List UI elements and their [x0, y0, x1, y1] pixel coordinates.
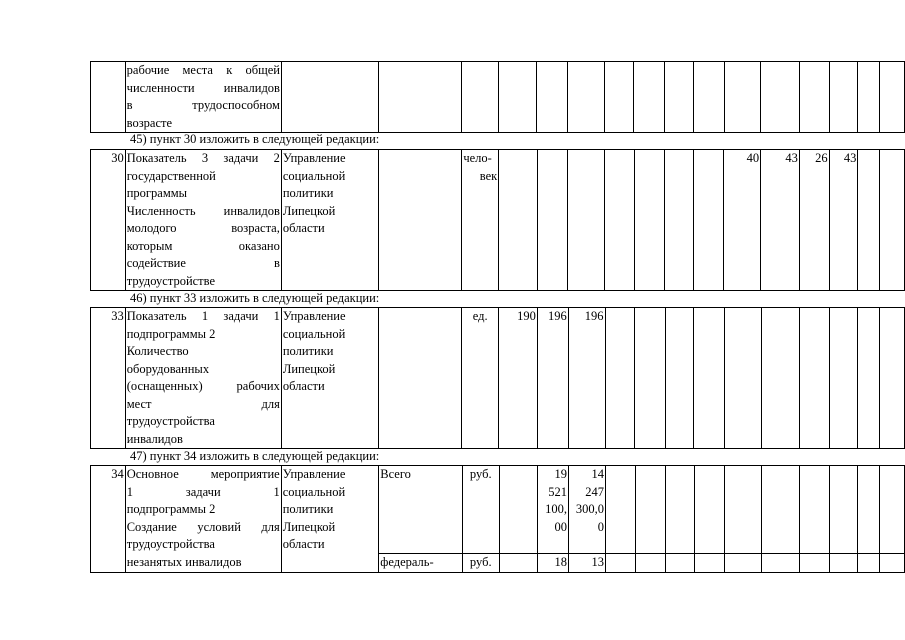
desc-line: государственной: [126, 168, 216, 183]
desc-line: незанятых инвалидов: [126, 554, 242, 569]
desc-line: возрасте: [126, 115, 173, 130]
desc-line: трудоустройстве: [126, 273, 216, 288]
cell-source: Всего: [379, 466, 463, 554]
value-cell: 190: [499, 308, 538, 449]
amendment-note: 45) пункт 30 изложить в следующей редакции:: [130, 132, 380, 146]
org-line: социальной: [282, 168, 346, 183]
value-cell: 18: [538, 554, 569, 573]
value-cell: 26: [799, 150, 829, 291]
desc-line: которым оказано: [126, 238, 280, 253]
desc-line: подпрограммы 2: [126, 326, 216, 341]
desc-line: содействие в: [126, 256, 280, 270]
cell-organization: [281, 150, 379, 291]
desc-line: трудоустройства: [126, 414, 215, 428]
table-row34: [90, 465, 905, 573]
value-line: 247: [585, 484, 604, 499]
value-line: 300,0: [575, 502, 604, 516]
value-cell: [538, 466, 569, 554]
desc-line: Основное мероприятие: [126, 467, 280, 481]
amendment-note: 46) пункт 33 изложить в следующей редакции:: [130, 291, 380, 305]
cell-organization: [281, 466, 379, 573]
table-row: [91, 466, 905, 554]
cell-indicator: [125, 466, 281, 573]
desc-line: мест для: [126, 396, 280, 411]
desc-line: подпрограммы 2: [126, 502, 216, 516]
cell-unit: руб.: [462, 466, 499, 554]
desc-line: 1 задачи 1: [126, 484, 280, 499]
desc-line: Количество: [126, 344, 189, 358]
value-cell: 196: [537, 308, 568, 449]
org-line: Липецкой: [282, 361, 336, 376]
desc-line: рабочие места к общей: [126, 63, 280, 77]
org-line: Управление: [282, 467, 346, 481]
desc-line: молодого возраста,: [126, 221, 280, 235]
org-line: Липецкой: [282, 519, 336, 534]
desc-line: Численность инвалидов: [126, 203, 280, 218]
value-line: 0: [597, 519, 604, 534]
desc-line: инвалидов: [126, 431, 183, 446]
value-line: 14: [591, 467, 604, 481]
table-continuation: [90, 61, 905, 133]
cell-indicator: [125, 308, 281, 449]
amendment-note: 47) пункт 34 изложить в следующей редакции:: [130, 449, 380, 463]
desc-line: трудоустройства: [126, 537, 215, 551]
value-line: 19: [554, 467, 568, 481]
desc-line: в трудоспособном: [126, 98, 280, 112]
row-number: 34: [91, 466, 126, 573]
org-line: Управление: [282, 309, 346, 323]
org-line: области: [282, 221, 325, 235]
unit-line: век: [479, 168, 498, 183]
cell-organization: [281, 308, 379, 449]
cell-indicator: [125, 62, 281, 133]
value-line: 100,: [545, 502, 568, 516]
value-cell: 43: [829, 150, 858, 291]
desc-line: программы: [126, 186, 188, 200]
desc-line: Создание условий для: [126, 519, 280, 534]
org-line: Управление: [282, 151, 346, 165]
org-line: социальной: [282, 326, 346, 341]
row-number: 30: [91, 150, 126, 291]
value-line: 00: [554, 519, 568, 534]
org-line: политики: [282, 502, 334, 516]
table-row33: [90, 307, 905, 449]
desc-line: численности инвалидов: [126, 80, 280, 95]
table-row: [91, 308, 905, 449]
desc-line: Показатель 3 задачи 2: [126, 151, 280, 165]
desc-line: оборудованных: [126, 361, 210, 376]
cell-unit: руб.: [462, 554, 499, 573]
org-line: Липецкой: [282, 203, 336, 218]
value-cell: 40: [724, 150, 761, 291]
value-line: 521: [548, 484, 568, 499]
org-line: социальной: [282, 484, 346, 499]
desc-line: Показатель 1 задачи 1: [126, 309, 280, 323]
table-row: [91, 62, 905, 133]
row-number: 33: [91, 308, 126, 449]
value-cell: 13: [569, 554, 606, 573]
value-cell: [569, 466, 606, 554]
cell-number: [91, 62, 126, 133]
table-row30: [90, 149, 905, 291]
cell-source: федераль-: [379, 554, 463, 573]
cell-indicator: [125, 150, 281, 291]
org-line: политики: [282, 344, 334, 358]
org-line: области: [282, 537, 325, 551]
table-row: [91, 150, 905, 291]
desc-line: (оснащенных) рабочих: [126, 379, 280, 393]
cell-unit: ед.: [462, 308, 499, 449]
unit-line: чело-: [463, 151, 492, 165]
org-line: политики: [282, 186, 334, 200]
cell-unit: [462, 150, 499, 291]
value-cell: 43: [761, 150, 800, 291]
org-line: области: [282, 379, 325, 393]
value-cell: 196: [568, 308, 605, 449]
